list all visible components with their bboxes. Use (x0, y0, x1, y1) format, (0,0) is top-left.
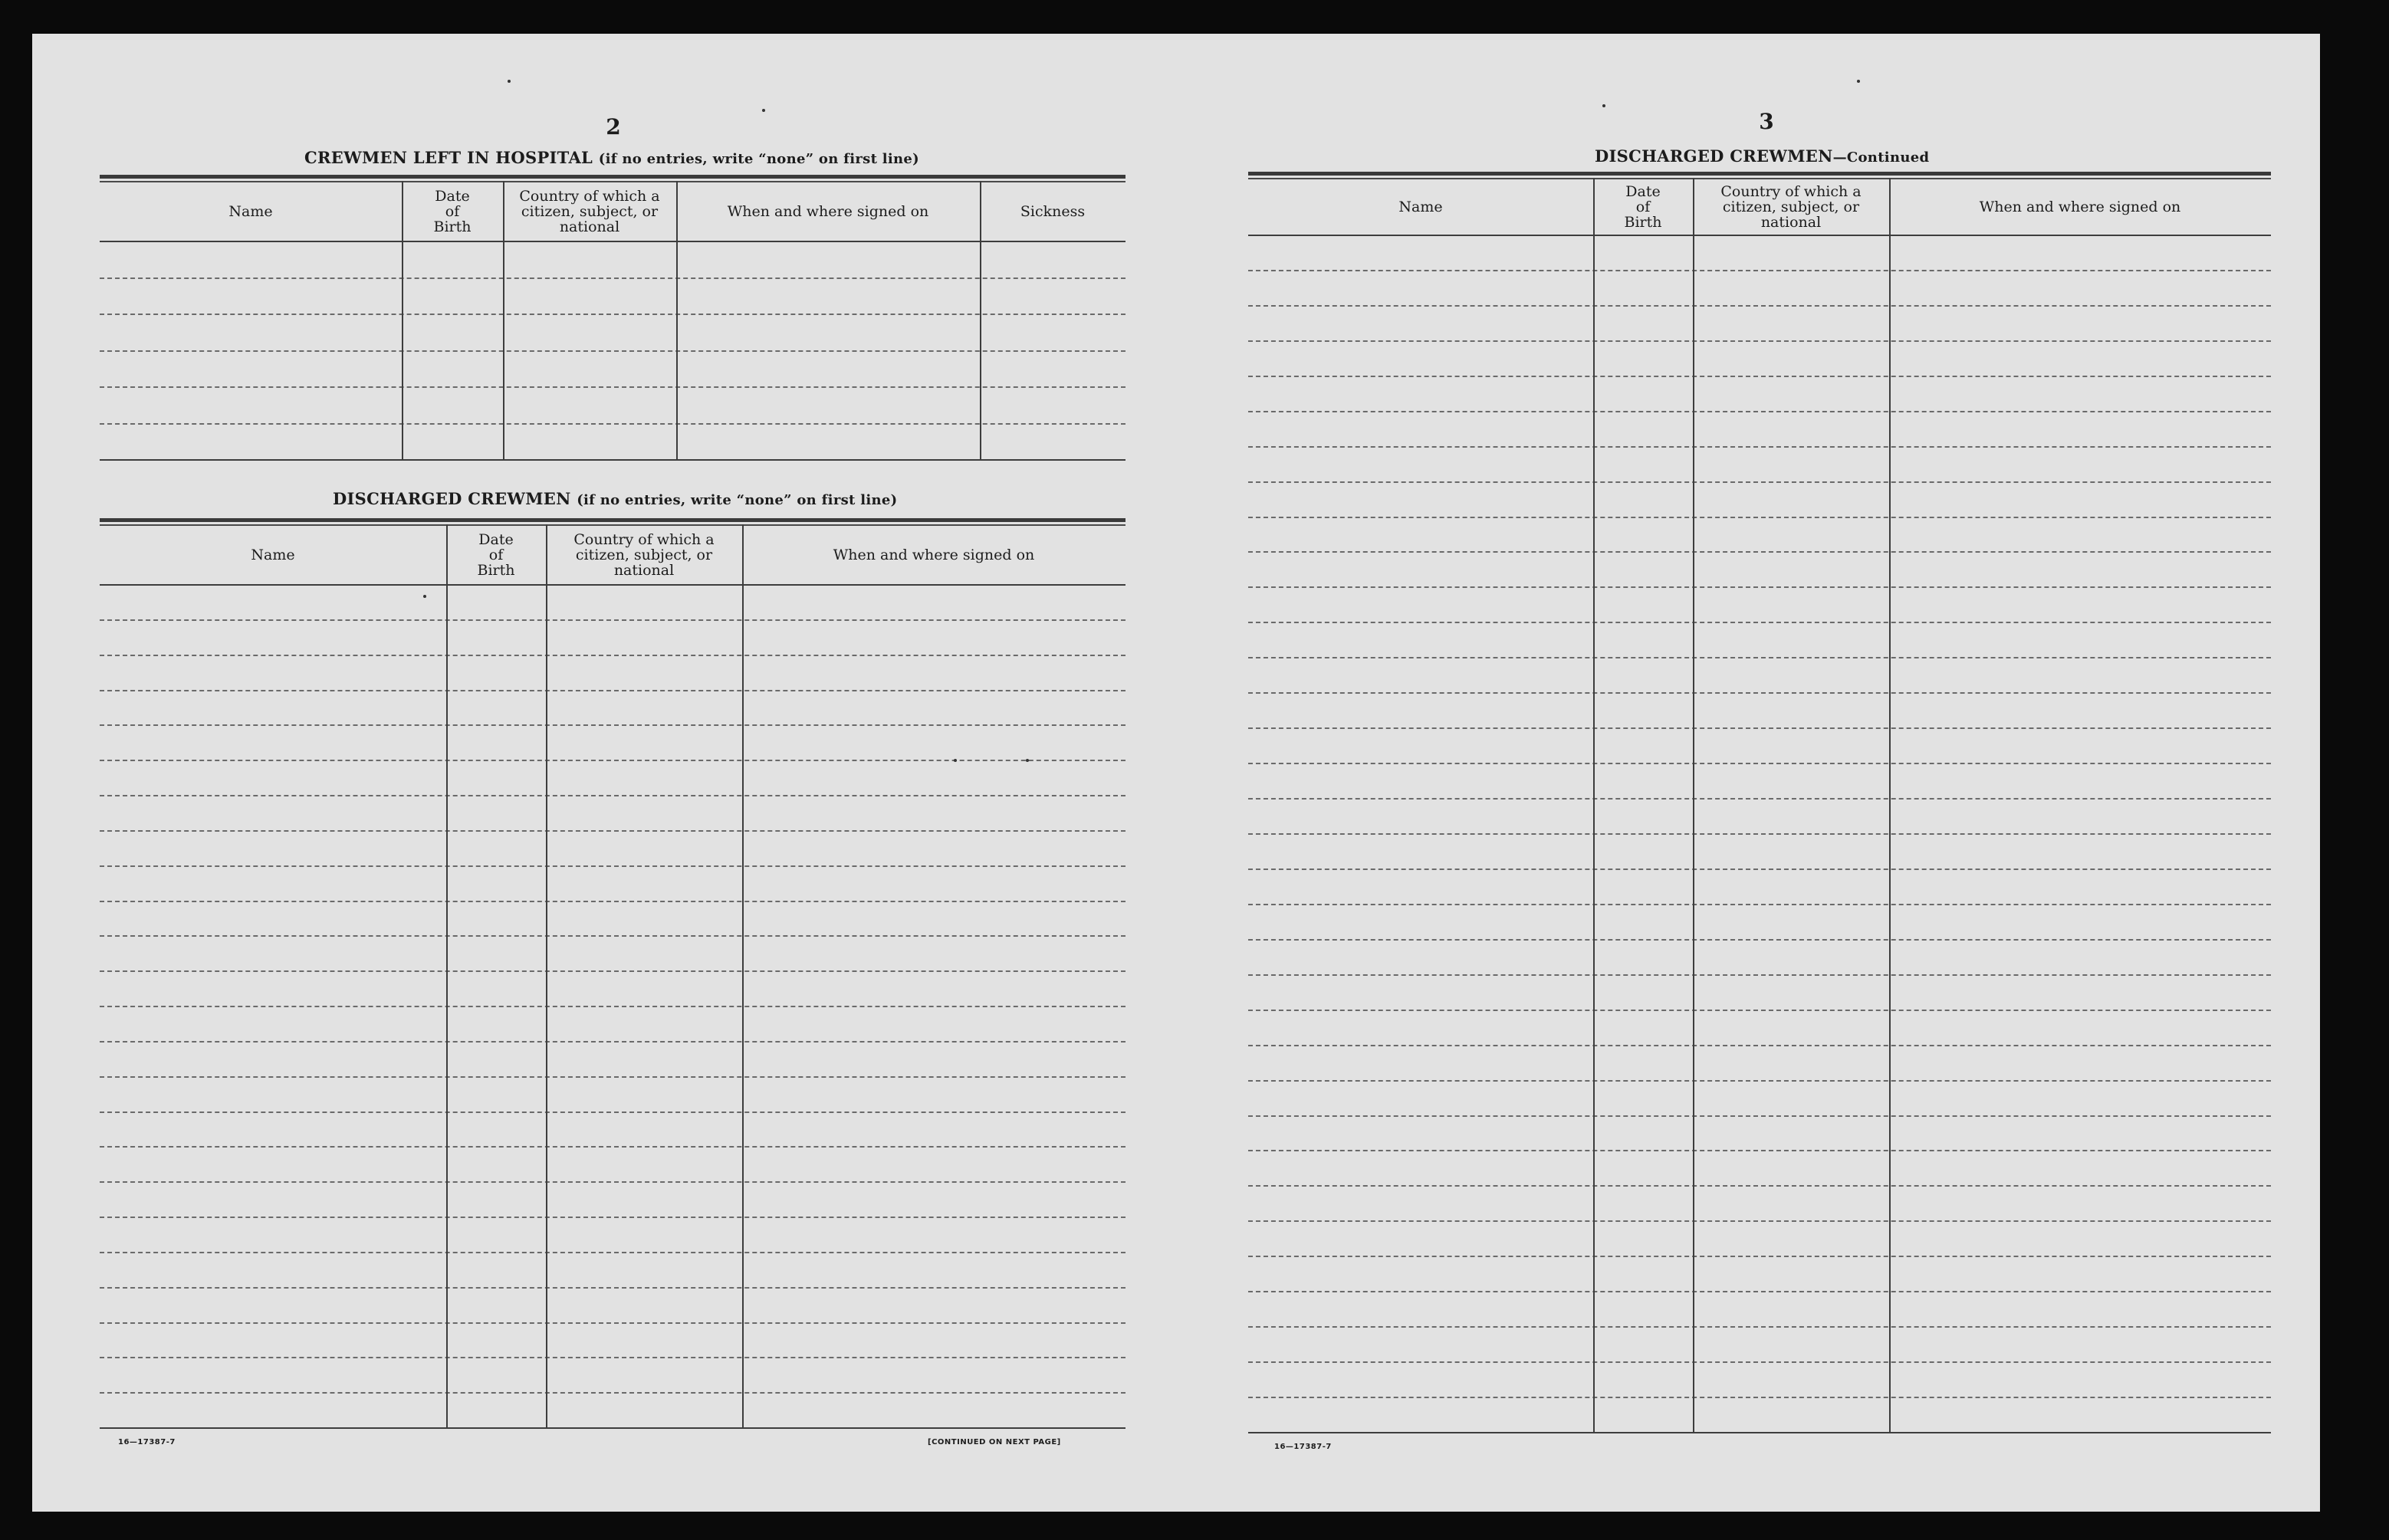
continued-note: [CONTINUED ON NEXT PAGE] (928, 1438, 1061, 1446)
column-divider (402, 181, 403, 459)
continued-title-text: DISCHARGED CREWMEN (1595, 146, 1833, 166)
column-divider (503, 181, 504, 459)
form-number: 16—17387-7 (1274, 1443, 1332, 1451)
form-spread (32, 34, 2320, 1512)
column-header-label: Date of Birth (477, 531, 515, 579)
table-row (100, 277, 1125, 279)
discharged-continued-title (1595, 146, 1929, 166)
table-row (100, 1111, 1125, 1113)
discharged-section-title (333, 489, 897, 508)
column-header (100, 527, 446, 583)
table-row (1248, 974, 2271, 976)
table-row (100, 1392, 1125, 1394)
table-bottom-rule (100, 1427, 1125, 1429)
scan-speck (1026, 759, 1029, 762)
column-divider (676, 181, 678, 459)
column-header-label: When and where signed on (833, 547, 1035, 563)
form-number: 16—17387-7 (118, 1438, 176, 1446)
discharged-title-note: (if no entries, write “none” on first line) (577, 492, 898, 508)
table-row (1248, 1115, 2271, 1117)
column-divider (1889, 178, 1891, 1432)
table-row (100, 970, 1125, 972)
table-row (1248, 1326, 2271, 1328)
table-row (100, 1041, 1125, 1043)
table-row (1248, 411, 2271, 412)
column-divider (446, 524, 448, 1427)
table-row (1248, 798, 2271, 800)
scan-speck (1602, 104, 1605, 107)
column-header-label: Country of which a citizen, subject, or national (1720, 183, 1862, 231)
table-row (1248, 1291, 2271, 1292)
column-header (980, 184, 1125, 239)
table-row (100, 386, 1125, 388)
column-header (742, 527, 1125, 583)
table-row (100, 1146, 1125, 1148)
table-row (1248, 657, 2271, 658)
column-header (1248, 181, 1593, 233)
hospital-title-text: CREWMEN LEFT IN HOSPITAL (304, 148, 593, 167)
table-row (100, 1181, 1125, 1183)
column-divider (546, 524, 547, 1427)
table-row (1248, 904, 2271, 905)
table-row (1248, 1220, 2271, 1222)
table-row (100, 619, 1125, 621)
table-row (1248, 1080, 2271, 1082)
table-row (100, 901, 1125, 902)
table-row (100, 795, 1125, 796)
column-header-label: When and where signed on (1979, 199, 2181, 215)
column-header (1693, 181, 1889, 233)
table-row (100, 1076, 1125, 1078)
column-divider (1593, 178, 1595, 1432)
hospital-title-note: (if no entries, write “none” on first line) (598, 151, 919, 167)
continued-title-suffix: —Continued (1832, 149, 1930, 166)
column-header (546, 527, 742, 583)
table-row (1248, 622, 2271, 623)
page-number: 3 (1759, 109, 1774, 134)
table-row (100, 830, 1125, 832)
column-header-label: Name (228, 203, 273, 220)
table-top-rule (100, 175, 1125, 179)
table-row (1248, 763, 2271, 764)
hospital-section-title (304, 148, 919, 167)
column-header-label: Country of which a citizen, subject, or national (519, 188, 660, 235)
table-row (100, 1252, 1125, 1253)
column-header-label: Date of Birth (1624, 183, 1662, 231)
discharged-title-text: DISCHARGED CREWMEN (333, 489, 571, 508)
table-row (100, 314, 1125, 315)
table-top-rule (1248, 172, 2271, 176)
column-header-label: Name (251, 547, 295, 563)
table-row (100, 1006, 1125, 1007)
column-header (446, 527, 546, 583)
column-header-label: Date of Birth (433, 188, 472, 235)
column-header-label: Sickness (1020, 203, 1086, 220)
table-row (100, 760, 1125, 761)
column-divider (980, 181, 981, 459)
scan-speck (1857, 80, 1860, 83)
page-number: 2 (606, 114, 621, 140)
table-row (100, 1287, 1125, 1289)
table-bottom-rule (100, 459, 1125, 461)
table-row (100, 1357, 1125, 1358)
table-top-rule (100, 518, 1125, 522)
table-row (100, 935, 1125, 937)
table-row (1248, 869, 2271, 870)
column-divider (1693, 178, 1694, 1432)
column-header-label: Name (1398, 199, 1443, 215)
column-header (1593, 181, 1693, 233)
table-row (1248, 1010, 2271, 1011)
table-row (1248, 376, 2271, 377)
table-row (1248, 1361, 2271, 1363)
table-row (100, 865, 1125, 867)
table-row (1248, 517, 2271, 518)
table-row (100, 724, 1125, 726)
table-row (100, 1322, 1125, 1324)
table-row (1248, 1045, 2271, 1046)
scan-speck (423, 595, 426, 598)
table-row (100, 690, 1125, 691)
table-top-rule (1248, 178, 2271, 179)
column-header-label: Country of which a citizen, subject, or national (573, 531, 715, 579)
column-header (503, 184, 676, 239)
table-row (1248, 939, 2271, 941)
column-header-label: When and where signed on (727, 203, 929, 220)
table-row (1248, 551, 2271, 553)
column-header (1889, 181, 2271, 233)
table-row (1248, 446, 2271, 448)
table-row (1248, 270, 2271, 271)
table-row (100, 423, 1125, 425)
column-header (402, 184, 503, 239)
column-header (100, 184, 402, 239)
table-row (1248, 305, 2271, 307)
table-row (1248, 1397, 2271, 1398)
scan-speck (762, 109, 765, 112)
table-row (100, 1217, 1125, 1218)
column-divider (742, 524, 744, 1427)
header-bottom-rule (100, 584, 1125, 586)
table-row (1248, 481, 2271, 483)
scan-speck (954, 759, 957, 762)
table-row (1248, 833, 2271, 835)
table-row (1248, 1256, 2271, 1257)
table-row (1248, 340, 2271, 342)
scan-speck (508, 80, 511, 83)
table-row (1248, 1185, 2271, 1187)
table-row (100, 350, 1125, 352)
table-top-rule (100, 181, 1125, 182)
table-bottom-rule (1248, 1432, 2271, 1433)
table-row (100, 655, 1125, 656)
header-bottom-rule (1248, 235, 2271, 236)
table-top-rule (100, 524, 1125, 526)
table-row (1248, 1150, 2271, 1151)
table-row (1248, 727, 2271, 729)
table-row (1248, 692, 2271, 694)
column-header (676, 184, 980, 239)
table-row (1248, 586, 2271, 588)
header-bottom-rule (100, 241, 1125, 242)
